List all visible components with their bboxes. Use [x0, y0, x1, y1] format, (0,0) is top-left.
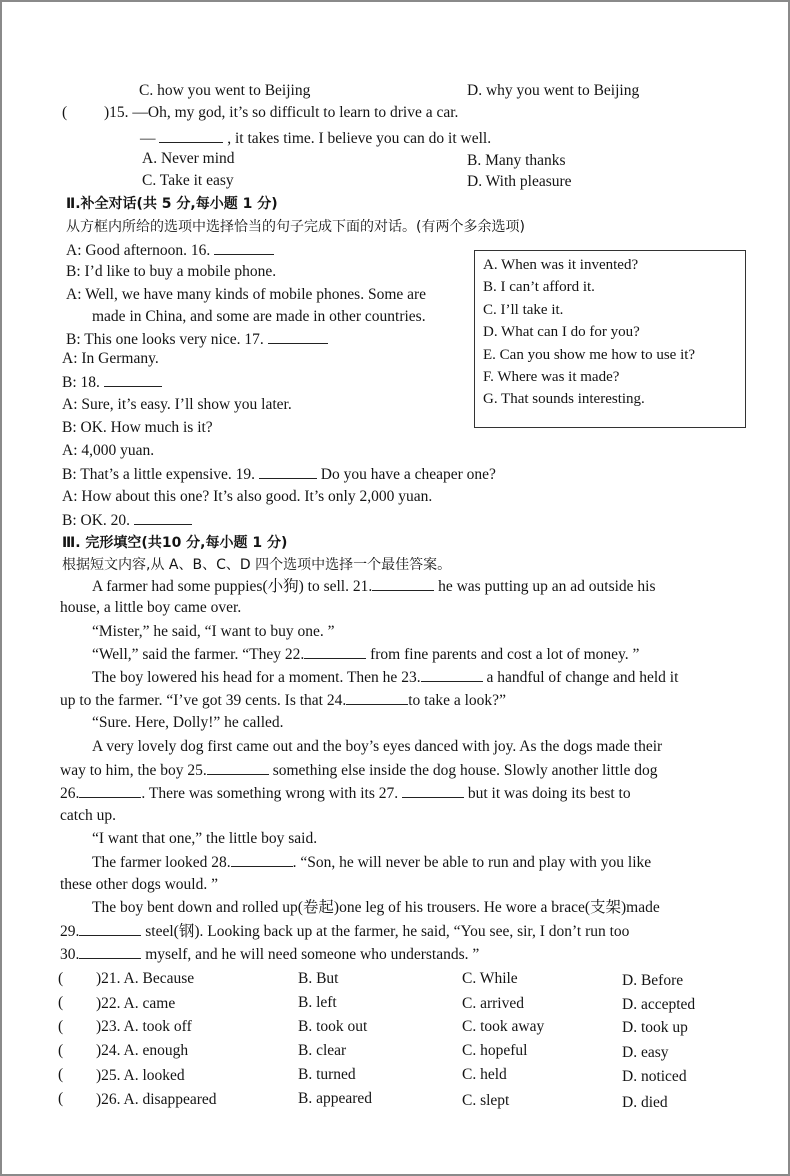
- question-21-option-b: B. But: [298, 970, 339, 987]
- answer-paren[interactable]: (: [58, 970, 64, 987]
- dialogue-line: [62, 510, 192, 531]
- dialogue-line: B: I’d like to buy a mobile phone.: [66, 263, 277, 280]
- question-26-option-c: C. slept: [462, 1092, 510, 1109]
- passage-line: [92, 644, 639, 665]
- passage-line: catch up.: [60, 807, 116, 824]
- blank-22[interactable]: [304, 644, 366, 659]
- question-22-option-c: C. arrived: [462, 995, 524, 1012]
- passage-text: 30.: [60, 946, 80, 963]
- dialogue-text: B: 18.: [62, 374, 100, 391]
- section2-heading: Ⅱ.补全对话(共 5 分,每小题 1 分): [66, 196, 278, 212]
- blank-17[interactable]: [268, 329, 328, 344]
- passage-line: [92, 667, 678, 688]
- passage-text: something else inside the dog house. Slowly another little dog: [272, 762, 658, 779]
- passage-line: [92, 852, 651, 873]
- passage-text: A farmer had some puppies(小狗) to sell. 21.: [92, 578, 373, 595]
- q15-reply-dash: —: [140, 130, 156, 147]
- blank-24[interactable]: [346, 690, 408, 705]
- blank-30[interactable]: [79, 944, 141, 959]
- answer-paren[interactable]: (: [58, 1042, 64, 1059]
- passage-text: myself, and he will need someone who understands. ”: [145, 946, 480, 963]
- question-21-option-c: C. While: [462, 970, 518, 987]
- passage-text: 29.: [60, 923, 80, 940]
- passage-text: steel(钢). Looking back up at the farmer, he said, “You see, sir, I don’t run too: [145, 923, 630, 940]
- question-24-option-b: B. clear: [298, 1042, 347, 1059]
- blank-29[interactable]: [79, 921, 141, 936]
- q15-stem: )15. —Oh, my god, it’s so difficult to learn to drive a car.: [104, 104, 459, 121]
- q15-option-a: A. Never mind: [142, 150, 235, 167]
- q15-option-d: D. With pleasure: [467, 173, 572, 190]
- passage-text: . There was something wrong with its 27.: [141, 785, 399, 802]
- blank-16[interactable]: [214, 240, 274, 255]
- question-23-option-c: C. took away: [462, 1018, 545, 1035]
- passage-line: [60, 760, 658, 781]
- dialogue-line: [62, 464, 496, 485]
- blank-21[interactable]: [372, 576, 434, 591]
- question-26-option-d: D. died: [622, 1094, 668, 1111]
- q15-blank[interactable]: [159, 128, 223, 143]
- question-24-option-d: D. easy: [622, 1044, 669, 1061]
- passage-line: [92, 576, 656, 597]
- dialogue-text: B: That’s a little expensive. 19.: [62, 466, 256, 483]
- question-24-option-a: )24. A. enough: [96, 1042, 189, 1059]
- section2-instruction: 从方框内所给的选项中选择恰当的句子完成下面的对话。(有两个多余选项): [66, 219, 525, 235]
- dialogue-line: B: OK. How much is it?: [62, 419, 213, 436]
- passage-text: a handful of change and held it: [486, 669, 679, 686]
- box-option: E. Can you show me how to use it?: [483, 347, 696, 363]
- dialogue-text: B: OK. 20.: [62, 512, 131, 529]
- q14-option-c: C. how you went to Beijing: [139, 82, 311, 99]
- passage-text: but it was doing its best to: [467, 785, 631, 802]
- passage-line: The boy bent down and rolled up(卷起)one leg of his trousers. He wore a brace(支架)made: [92, 899, 660, 916]
- passage-text: The boy lowered his head for a moment. Then he 23.: [92, 669, 421, 686]
- dialogue-line: made in China, and some are made in other countries.: [92, 308, 426, 325]
- dialogue-text: A: Good afternoon. 16.: [66, 242, 211, 259]
- passage-line: [60, 690, 506, 711]
- answer-paren[interactable]: (: [58, 1090, 64, 1107]
- blank-23[interactable]: [421, 667, 483, 682]
- question-22-option-d: D. accepted: [622, 996, 696, 1013]
- dialogue-text: B: This one looks very nice. 17.: [66, 331, 264, 348]
- box-option: F. Where was it made?: [483, 369, 620, 385]
- dialogue-line: [66, 240, 274, 261]
- box-option: G. That sounds interesting.: [483, 391, 645, 407]
- passage-text: from fine parents and cost a lot of money. ”: [370, 646, 640, 663]
- q15-option-c: C. Take it easy: [142, 172, 234, 189]
- passage-text: 26.: [60, 785, 80, 802]
- q15-reply-rest: , it takes time. I believe you can do it well.: [227, 130, 492, 147]
- blank-20[interactable]: [134, 510, 192, 525]
- passage-text: he was putting up an ad outside his: [438, 578, 656, 595]
- q15-option-b: B. Many thanks: [467, 152, 566, 169]
- question-21-option-d: D. Before: [622, 972, 684, 989]
- passage-text: The farmer looked 28.: [92, 854, 231, 871]
- passage-line: [60, 944, 479, 965]
- question-22-option-a: )22. A. came: [96, 995, 176, 1012]
- question-25-option-c: C. held: [462, 1066, 507, 1083]
- answer-paren[interactable]: (: [58, 1066, 64, 1083]
- question-22-option-b: B. left: [298, 994, 337, 1011]
- passage-line: A very lovely dog first came out and the boy’s eyes danced with joy. As the dogs made their: [92, 738, 663, 755]
- answer-paren[interactable]: (: [58, 994, 64, 1011]
- passage-line: [60, 921, 629, 942]
- q15-reply: [140, 128, 491, 149]
- answer-paren[interactable]: (: [58, 1018, 64, 1035]
- question-23-option-b: B. took out: [298, 1018, 368, 1035]
- question-25-option-b: B. turned: [298, 1066, 356, 1083]
- blank-25[interactable]: [207, 760, 269, 775]
- question-25-option-a: )25. A. looked: [96, 1067, 185, 1084]
- box-option: C. I’ll take it.: [483, 302, 564, 318]
- q14-option-d: D. why you went to Beijing: [467, 82, 640, 99]
- passage-line: “Sure. Here, Dolly!” he called.: [92, 714, 284, 731]
- dialogue-line: A: In Germany.: [62, 350, 159, 367]
- passage-line: these other dogs would. ”: [60, 876, 218, 893]
- passage-line: “Mister,” he said, “I want to buy one. ”: [92, 623, 335, 640]
- passage-text: way to him, the boy 25.: [60, 762, 207, 779]
- blank-28[interactable]: [231, 852, 293, 867]
- passage-line: [60, 783, 631, 804]
- passage-text: “Well,” said the farmer. “They 22.: [92, 646, 305, 663]
- question-26-option-b: B. appeared: [298, 1090, 373, 1107]
- dialogue-line: A: 4,000 yuan.: [62, 442, 155, 459]
- blank-18[interactable]: [104, 372, 162, 387]
- passage-text: . “Son, he will never be able to run and play with you like: [292, 854, 652, 871]
- passage-line: house, a little boy came over.: [60, 599, 242, 616]
- question-21-option-a: )21. A. Because: [96, 970, 195, 987]
- dialogue-line: A: Sure, it’s easy. I’ll show you later.: [62, 396, 292, 413]
- dialogue-line: [66, 329, 328, 350]
- section3-instruction: 根据短文内容,从 A、B、C、D 四个选项中选择一个最佳答案。: [62, 557, 452, 573]
- question-23-option-d: D. took up: [622, 1019, 688, 1036]
- blank-27[interactable]: [402, 783, 464, 798]
- dialogue-line: A: How about this one? It’s also good. It’s only 2,000 yuan.: [62, 488, 433, 505]
- question-24-option-c: C. hopeful: [462, 1042, 528, 1059]
- box-option: B. I can’t afford it.: [483, 279, 595, 295]
- box-option: A. When was it invented?: [483, 257, 639, 273]
- passage-line: “I want that one,” the little boy said.: [92, 830, 318, 847]
- box-option: D. What can I do for you?: [483, 324, 640, 340]
- question-25-option-d: D. noticed: [622, 1068, 687, 1085]
- dialogue-line: [62, 372, 162, 393]
- blank-19[interactable]: [259, 464, 317, 479]
- q15-paren: (: [62, 104, 68, 121]
- dialogue-line: A: Well, we have many kinds of mobile phones. Some are: [66, 286, 427, 303]
- question-23-option-a: )23. A. took off: [96, 1018, 192, 1035]
- passage-text: to take a look?”: [408, 692, 506, 709]
- section3-heading: Ⅲ. 完形填空(共10 分,每小题 1 分): [62, 535, 288, 551]
- dialogue-text: Do you have a cheaper one?: [320, 466, 496, 483]
- options-box: [474, 250, 746, 428]
- question-26-option-a: )26. A. disappeared: [96, 1091, 217, 1108]
- blank-26[interactable]: [79, 783, 141, 798]
- passage-text: up to the farmer. “I’ve got 39 cents. Is that 24.: [60, 692, 347, 709]
